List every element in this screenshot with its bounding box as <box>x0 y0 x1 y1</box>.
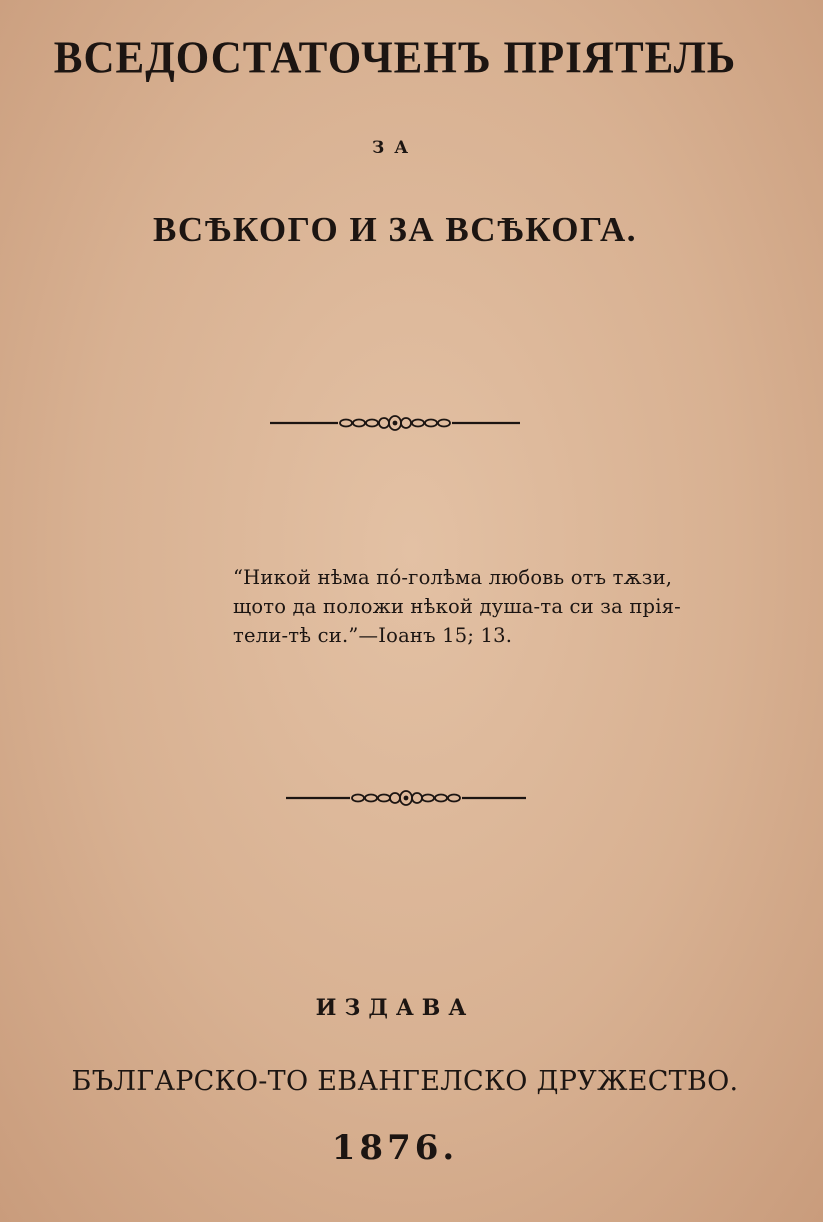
epigraph-line: тели-тѣ си.”—Іоанъ 15; 13. <box>233 624 513 647</box>
publisher-name: БЪЛГАРСКО-ТО ЕВАНГЕЛСКО ДРУЖЕСТВО. <box>71 1066 739 1097</box>
ornamental-divider-bottom <box>286 788 526 808</box>
title-connector: ЗА <box>371 138 419 158</box>
publication-year: 1876. <box>331 1128 459 1168</box>
publisher-label: ИЗДАВА <box>315 995 475 1021</box>
epigraph-quote <box>233 563 681 650</box>
book-title: ВСЕДОСТАТОЧЕНЪ ПРІЯТЕЛЬ <box>53 33 737 84</box>
book-subtitle: ВСѢКОГО И ЗА ВСѢКОГА. <box>153 210 637 249</box>
ornamental-divider-top <box>270 413 520 433</box>
epigraph-line: щото да положи нѣкой душа-та си за прія- <box>233 595 681 618</box>
epigraph-line: “Никой нѣма по́-голѣма любовь отъ тѫзи, <box>233 566 673 589</box>
